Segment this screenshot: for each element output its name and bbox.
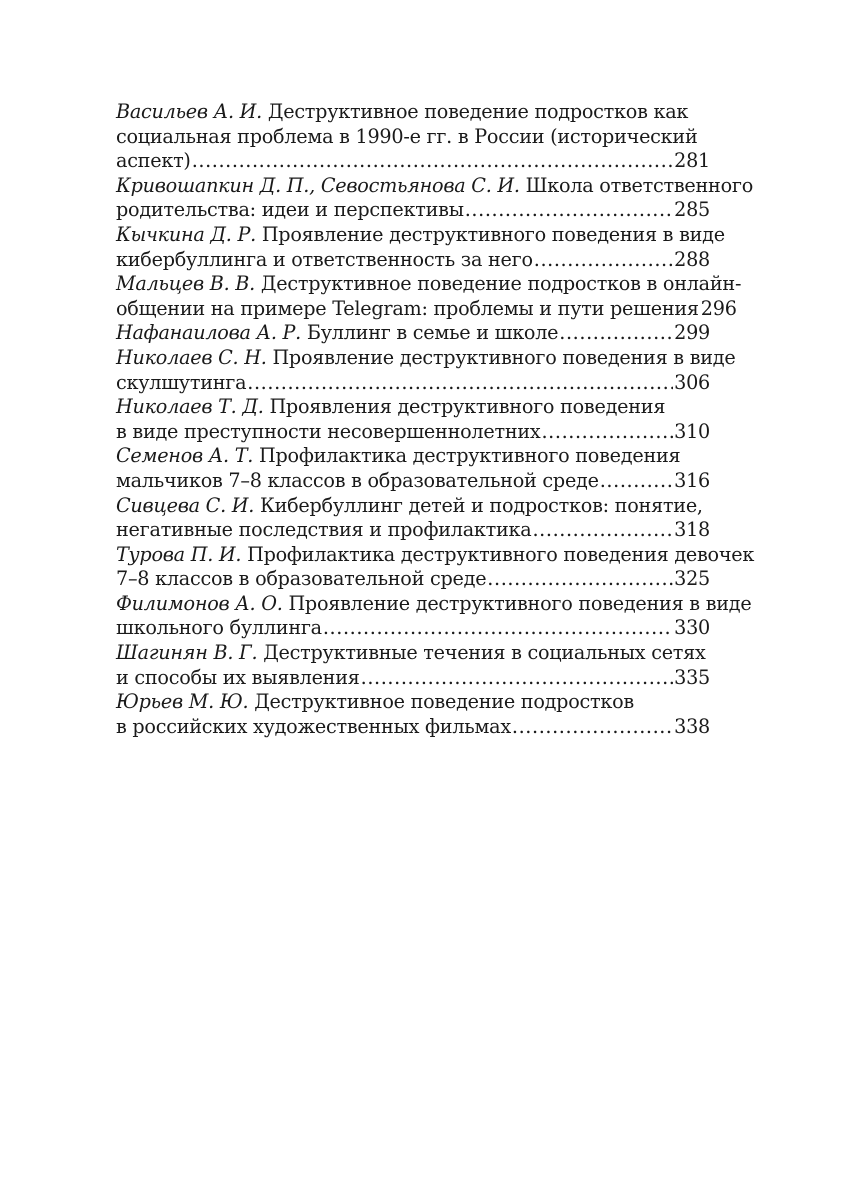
toc-entry-author: Семенов А. Т. [116,444,254,468]
toc-entry-page-number[interactable]: 335 [674,665,710,689]
toc-entry-title: Деструктивное поведение подростков [254,690,634,714]
toc-entry-last-line [116,518,710,543]
toc-entry-title: Деструктивное поведение подростков как [267,100,689,123]
dot-leader [361,666,674,691]
toc-entry-page-number[interactable]: 318 [674,518,710,542]
toc-entry-title-end [116,321,558,346]
toc-entry-page-number[interactable]: 316 [674,468,710,492]
toc-entry-title: Проявление деструктивного поведения в виде [288,591,752,615]
toc-entry-page-number[interactable]: 338 [674,714,710,738]
dot-leader [600,469,673,494]
toc-entry-page-number[interactable]: 281 [674,149,710,173]
toc-entry-title-end: в виде преступности несовершеннолетних [116,419,541,443]
toc-entry[interactable] [116,641,710,690]
toc-entry-author: Турова П. И. [116,542,242,566]
toc-entry-line [116,222,725,248]
toc-entry-title: Деструктивное поведение подростков в онлайн- [260,272,742,296]
toc-entry-title-end: 7–8 классов в образовательной среде [116,567,487,591]
dot-leader [192,149,673,174]
toc-entry-title: Проявление деструктивного поведения в виде [261,222,725,246]
toc-entry[interactable] [116,272,742,321]
toc-entry-page-number[interactable]: 288 [674,247,710,271]
dot-leader [247,371,673,396]
toc-entry-title: Профилактика деструктивного поведения девочек [247,542,755,566]
toc-entry-title-end: в российских художественных фильмах [116,714,511,738]
toc-entry-page-number[interactable]: 325 [674,567,710,591]
toc-entry-title: Кибербуллинг детей и подростков: понятие, [259,493,703,517]
toc-entry-author: Николаев Т. Д. [116,395,264,419]
toc-entry-page-number[interactable]: 299 [674,321,710,345]
toc-entry[interactable] [116,494,710,543]
toc-entry-last-line [116,469,710,494]
toc-entry-line [116,494,710,519]
toc-entry-last-line [116,321,710,346]
toc-entry-author: Шагинян В. Г. [116,641,258,665]
dot-leader [541,420,673,445]
toc-entry-line [116,444,710,469]
toc-entry-line [116,100,710,125]
toc-entry-title-end: мальчиков 7–8 классов в образовательной среде [116,468,599,492]
toc-entry[interactable] [116,173,753,223]
toc-entry-title: Деструктивные течения в социальных сетях [263,641,706,665]
dot-leader [559,321,673,346]
toc-entry-title-end: аспект) [116,149,191,173]
toc-entry-line [116,345,736,371]
toc-entry-page-number[interactable]: 310 [674,419,710,443]
toc-entry-author: Кривошапкин Д. П., Севостьянова С. И. [116,173,520,197]
toc-entry-line [116,542,755,568]
toc-entry-author: Сивцева С. И. [116,493,255,517]
toc-entry-title: Буллинг в семье и школе [306,321,559,345]
toc-entry-page-number[interactable]: 285 [674,198,710,222]
toc-entry[interactable] [116,345,736,395]
toc-entry-author: Николаев С. Н. [116,345,267,369]
dot-leader [323,616,673,641]
toc-entry-title-end: школьного буллинга [116,616,322,640]
toc-entry-author: Кычкина Д. Р. [116,222,256,246]
toc-list [116,100,755,739]
toc-entry[interactable] [116,444,710,493]
toc-entry[interactable] [116,100,710,174]
toc-entry-author: Мальцев В. В. [116,272,256,296]
toc-entry-author: Филимонов А. О. [116,591,283,615]
toc-entry[interactable] [116,542,755,592]
toc-entry-last-line [116,666,710,691]
dot-leader [487,567,673,592]
toc-entry-title-end: и способы их выявления [116,665,360,689]
toc-entry[interactable] [116,395,710,444]
toc-entry-last-line [116,149,710,174]
toc-entry-last-line [116,371,710,396]
dot-leader [534,248,673,273]
toc-entry-author: Нафанаилова А. Р. [116,321,302,345]
toc-entry[interactable] [116,321,710,346]
toc-entry-title-end: скулшутинга [116,370,247,394]
toc-entry-line [116,591,752,617]
dot-leader [532,518,673,543]
toc-entry-author: Юрьев М. Ю. [116,690,249,714]
toc-entry-title: Профилактика деструктивного поведения [259,444,681,468]
toc-entry-line: социальная проблема в 1990-е гг. в России (исторический [116,124,698,148]
toc-entry-line [116,272,742,297]
toc-entry-line [116,395,710,420]
toc-entry-line [116,641,710,666]
toc-entry-last-line [116,567,710,592]
toc-entry-page-number[interactable]: 330 [674,616,710,640]
toc-entry-title: Проявление деструктивного поведения в виде [272,345,736,369]
toc-entry[interactable] [116,690,710,739]
toc-entry-last-line [116,296,737,322]
toc-entry[interactable] [116,222,725,272]
toc-entry-last-line [116,198,710,223]
toc-entry-last-line [116,715,710,740]
toc-entry-page-number[interactable]: 296 [700,296,737,320]
toc-entry-page-number[interactable]: 306 [674,370,710,394]
toc-entry-last-line [116,420,710,445]
toc-entry-author: Васильев А. И. [116,100,262,123]
dot-leader [465,198,673,223]
toc-entry-title-end: общении на примере Telegram: проблемы и пути решения [116,296,699,320]
dot-leader [512,715,673,740]
toc-entry-last-line [116,616,710,641]
toc-entry-title-end: негативные последствия и профилактика [116,518,532,542]
toc-entry-title-end: кибербуллинга и ответственность за него [116,247,533,271]
toc-entry-title: Проявления деструктивного поведения [269,395,666,419]
toc-entry-title-end: родительства: идеи и перспективы [116,198,464,222]
toc-entry-title: Школа ответственного [525,173,753,197]
toc-entry-line [116,690,710,715]
toc-entry-line [116,173,753,199]
toc-entry[interactable] [116,591,752,641]
toc-entry-last-line [116,248,710,273]
